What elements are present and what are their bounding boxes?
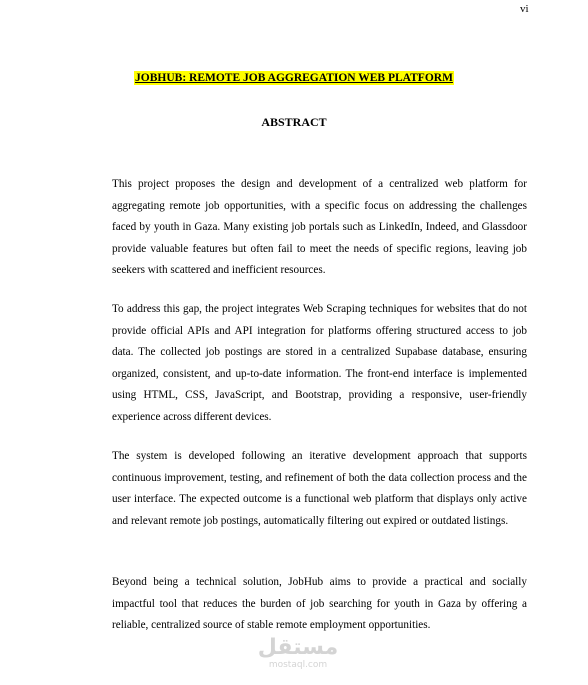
abstract-paragraph-1 [112, 174, 527, 282]
paragraph-text: To address this gap, the project integrates Web Scraping techniques for websites that do not provide official APIs and API integration for platforms offering structured access to job data. The collected job postings are stored in a centralized Supabase database, ensuring organized, consistent, and up-to-date information. The front-end interface is implemented using HTML, CSS, JavaScript, and Bootstrap, providing a responsive, user-friendly experience across different devices. [112, 303, 527, 423]
page-number: vi [520, 3, 529, 15]
document-title [0, 72, 588, 84]
paragraph-text: Beyond being a technical solution, JobHub aims to provide a practical and socially impactful tool that reduces the burden of job searching for youth in Gaza by offering a reliable, centralized source of stable remote employment opportunities. [112, 576, 527, 631]
paragraph-text: This project proposes the design and development of a centralized web platform for aggregating remote job opportunities, with a specific focus on addressing the challenges faced by youth in Gaza. Many existing job portals such as LinkedIn, Indeed, and Glassdoor provide valuable features but often fail to meet the needs of specific regions, leaving job seekers with scattered and inefficient resources. [112, 178, 527, 276]
abstract-heading: ABSTRACT [261, 115, 327, 129]
abstract-paragraph-3 [112, 446, 527, 532]
watermark-arabic: مستقل [257, 635, 339, 660]
paragraph-text: The system is developed following an iterative development approach that supports continuous improvement, testing, and refinement of both the data collection process and the user interface. The expected outcome is a functional web platform that displays only active and relevant remote job postings, automatically filtering out expired or outdated listings. [112, 450, 527, 527]
abstract-paragraph-2 [112, 299, 527, 428]
document-title-text: JOBHUB: REMOTE JOB AGGREGATION WEB PLATFORM [135, 72, 453, 84]
abstract-paragraph-4 [112, 572, 527, 637]
watermark-latin: mostaql.com [268, 660, 328, 670]
watermark-logo [253, 636, 343, 671]
